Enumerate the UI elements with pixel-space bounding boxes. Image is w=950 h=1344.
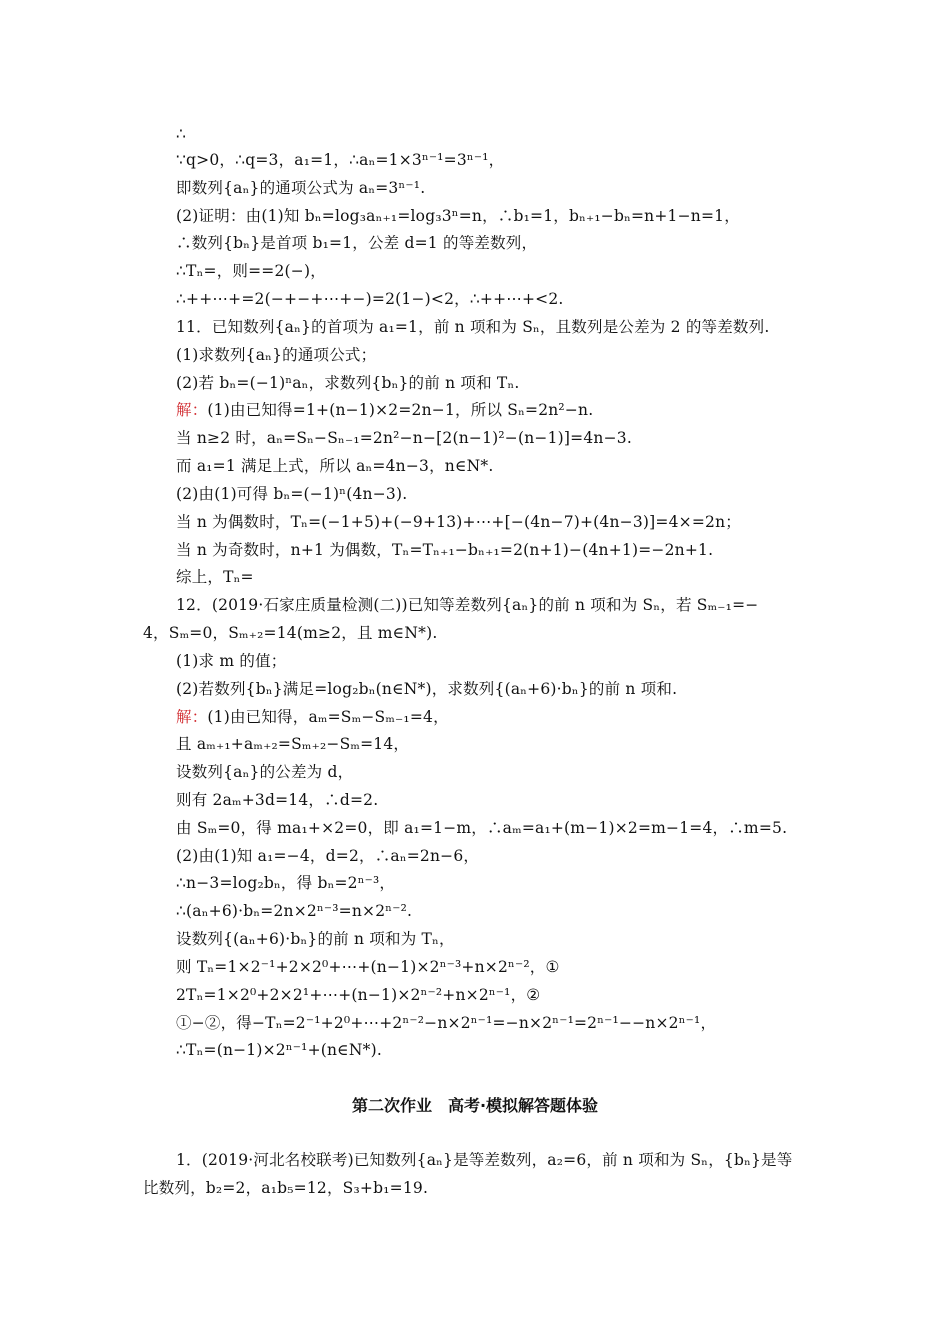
problem-1: 1．(2019·河北名校联考)已知数列{aₙ}是等差数列，a₂=6，前 n 项和为 Sₙ，{bₙ}是等 — [176, 1151, 793, 1169]
text-line: (2)由(1)可得 bₙ=(−1)ⁿ(4n−3). — [176, 485, 408, 503]
text-line: 当 n≥2 时，aₙ=Sₙ−Sₙ₋₁=2n²−n−[2(n−1)²−(n−1)]=4n−3. — [176, 429, 632, 447]
text-line: (1)求数列{aₙ}的通项公式； — [176, 346, 377, 364]
text-line: ∴++⋯+=2(−+−+⋯+−)=2(1−)<2，∴++⋯+<2. — [176, 290, 564, 308]
text-line: ∴Tₙ=，则==2(−)， — [176, 262, 326, 280]
text-line: (2)由(1)知 a₁=−4，d=2，∴aₙ=2n−6， — [176, 847, 480, 865]
solution-line: 解：(1)由已知得，aₘ=Sₘ−Sₘ₋₁=4， — [176, 708, 449, 726]
solution-label: 解： — [176, 708, 208, 726]
text-line: 比数列，b₂=2，a₁b₅=12，S₃+b₁=19. — [143, 1179, 429, 1197]
text-line: 则 Tₙ=1×2⁻¹+2×2⁰+⋯+(n−1)×2ⁿ⁻³+n×2ⁿ⁻²，① — [176, 958, 560, 976]
text-line: 且 aₘ₊₁+aₘ₊₂=Sₘ₊₂−Sₘ=14， — [176, 735, 410, 753]
text-line: 由 Sₘ=0，得 ma₁+×2=0，即 a₁=1−m，∴aₘ=a₁+(m−1)×2=m−1=4，∴m=5. — [176, 819, 788, 837]
problem-12: 12．(2019·石家庄质量检测(二))已知等差数列{aₙ}的前 n 项和为 Sₙ，若 Sₘ₋₁=− — [176, 596, 759, 614]
text-line: ∴n−3=log₂bₙ，得 bₙ=2ⁿ⁻³， — [176, 874, 396, 892]
text-line: 则有 2aₘ+3d=14，∴d=2. — [176, 791, 379, 809]
text-line: 2Tₙ=1×2⁰+2×2¹+⋯+(n−1)×2ⁿ⁻²+n×2ⁿ⁻¹，② — [176, 986, 541, 1004]
text-line: ∴数列{bₙ}是首项 b₁=1，公差 d=1 的等差数列， — [176, 234, 538, 252]
text-line: (1)求 m 的值； — [176, 652, 287, 670]
text-line: 而 a₁=1 满足上式，所以 aₙ=4n−3，n∈N*. — [176, 457, 494, 475]
text-line: 当 n 为奇数时，n+1 为偶数，Tₙ=Tₙ₊₁−bₙ₊₁=2(n+1)−(4n+1)=−2n+1. — [176, 541, 714, 559]
text-line: ∴ — [176, 125, 187, 143]
text-line: 设数列{(aₙ+6)·bₙ}的前 n 项和为 Tₙ， — [176, 930, 455, 948]
text-line: 4，Sₘ=0，Sₘ₊₂=14(m≥2，且 m∈N*). — [143, 624, 438, 642]
text-line: (2)若数列{bₙ}满足=log₂bₙ(n∈N*)，求数列{(aₙ+6)·bₙ}的前 n 项和. — [176, 680, 678, 698]
text-line: ∴(aₙ+6)·bₙ=2n×2ⁿ⁻³=n×2ⁿ⁻². — [176, 902, 413, 920]
problem-11: 11．已知数列{aₙ}的首项为 a₁=1，前 n 项和为 Sₙ，且数列是公差为 2 的等差数列. — [176, 318, 770, 336]
text-line: ∴Tₙ=(n−1)×2ⁿ⁻¹+(n∈N*). — [176, 1041, 382, 1059]
text-line: 当 n 为偶数时，Tₙ=(−1+5)+(−9+13)+⋯+[−(4n−7)+(4n−3)]=4×=2n； — [176, 513, 741, 531]
text-line: (2)证明：由(1)知 bₙ=log₃aₙ₊₁=log₃3ⁿ=n，∴b₁=1，bₙ₊₁−bₙ=n+1−n=1， — [176, 207, 740, 225]
text-line: 即数列{aₙ}的通项公式为 aₙ=3ⁿ⁻¹. — [176, 179, 426, 197]
text-line: (2)若 bₙ=(−1)ⁿaₙ，求数列{bₙ}的前 n 项和 Tₙ. — [176, 374, 520, 392]
solution-line: 解：(1)由已知得=1+(n−1)×2=2n−1，所以 Sₙ=2n²−n. — [176, 401, 594, 419]
text-line: ∵q>0，∴q=3，a₁=1，∴aₙ=1×3ⁿ⁻¹=3ⁿ⁻¹， — [176, 151, 505, 169]
solution-label: 解： — [176, 401, 208, 419]
section-heading: 第二次作业 高考·模拟解答题体验 — [351, 1096, 599, 1115]
text-line: 设数列{aₙ}的公差为 d， — [176, 763, 354, 781]
text-line: ①−②，得−Tₙ=2⁻¹+2⁰+⋯+2ⁿ⁻²−n×2ⁿ⁻¹=−n×2ⁿ⁻¹=2ⁿ⁻¹−−n×2ⁿ⁻¹， — [176, 1014, 717, 1032]
text-line: 综上，Tₙ= — [176, 568, 254, 586]
